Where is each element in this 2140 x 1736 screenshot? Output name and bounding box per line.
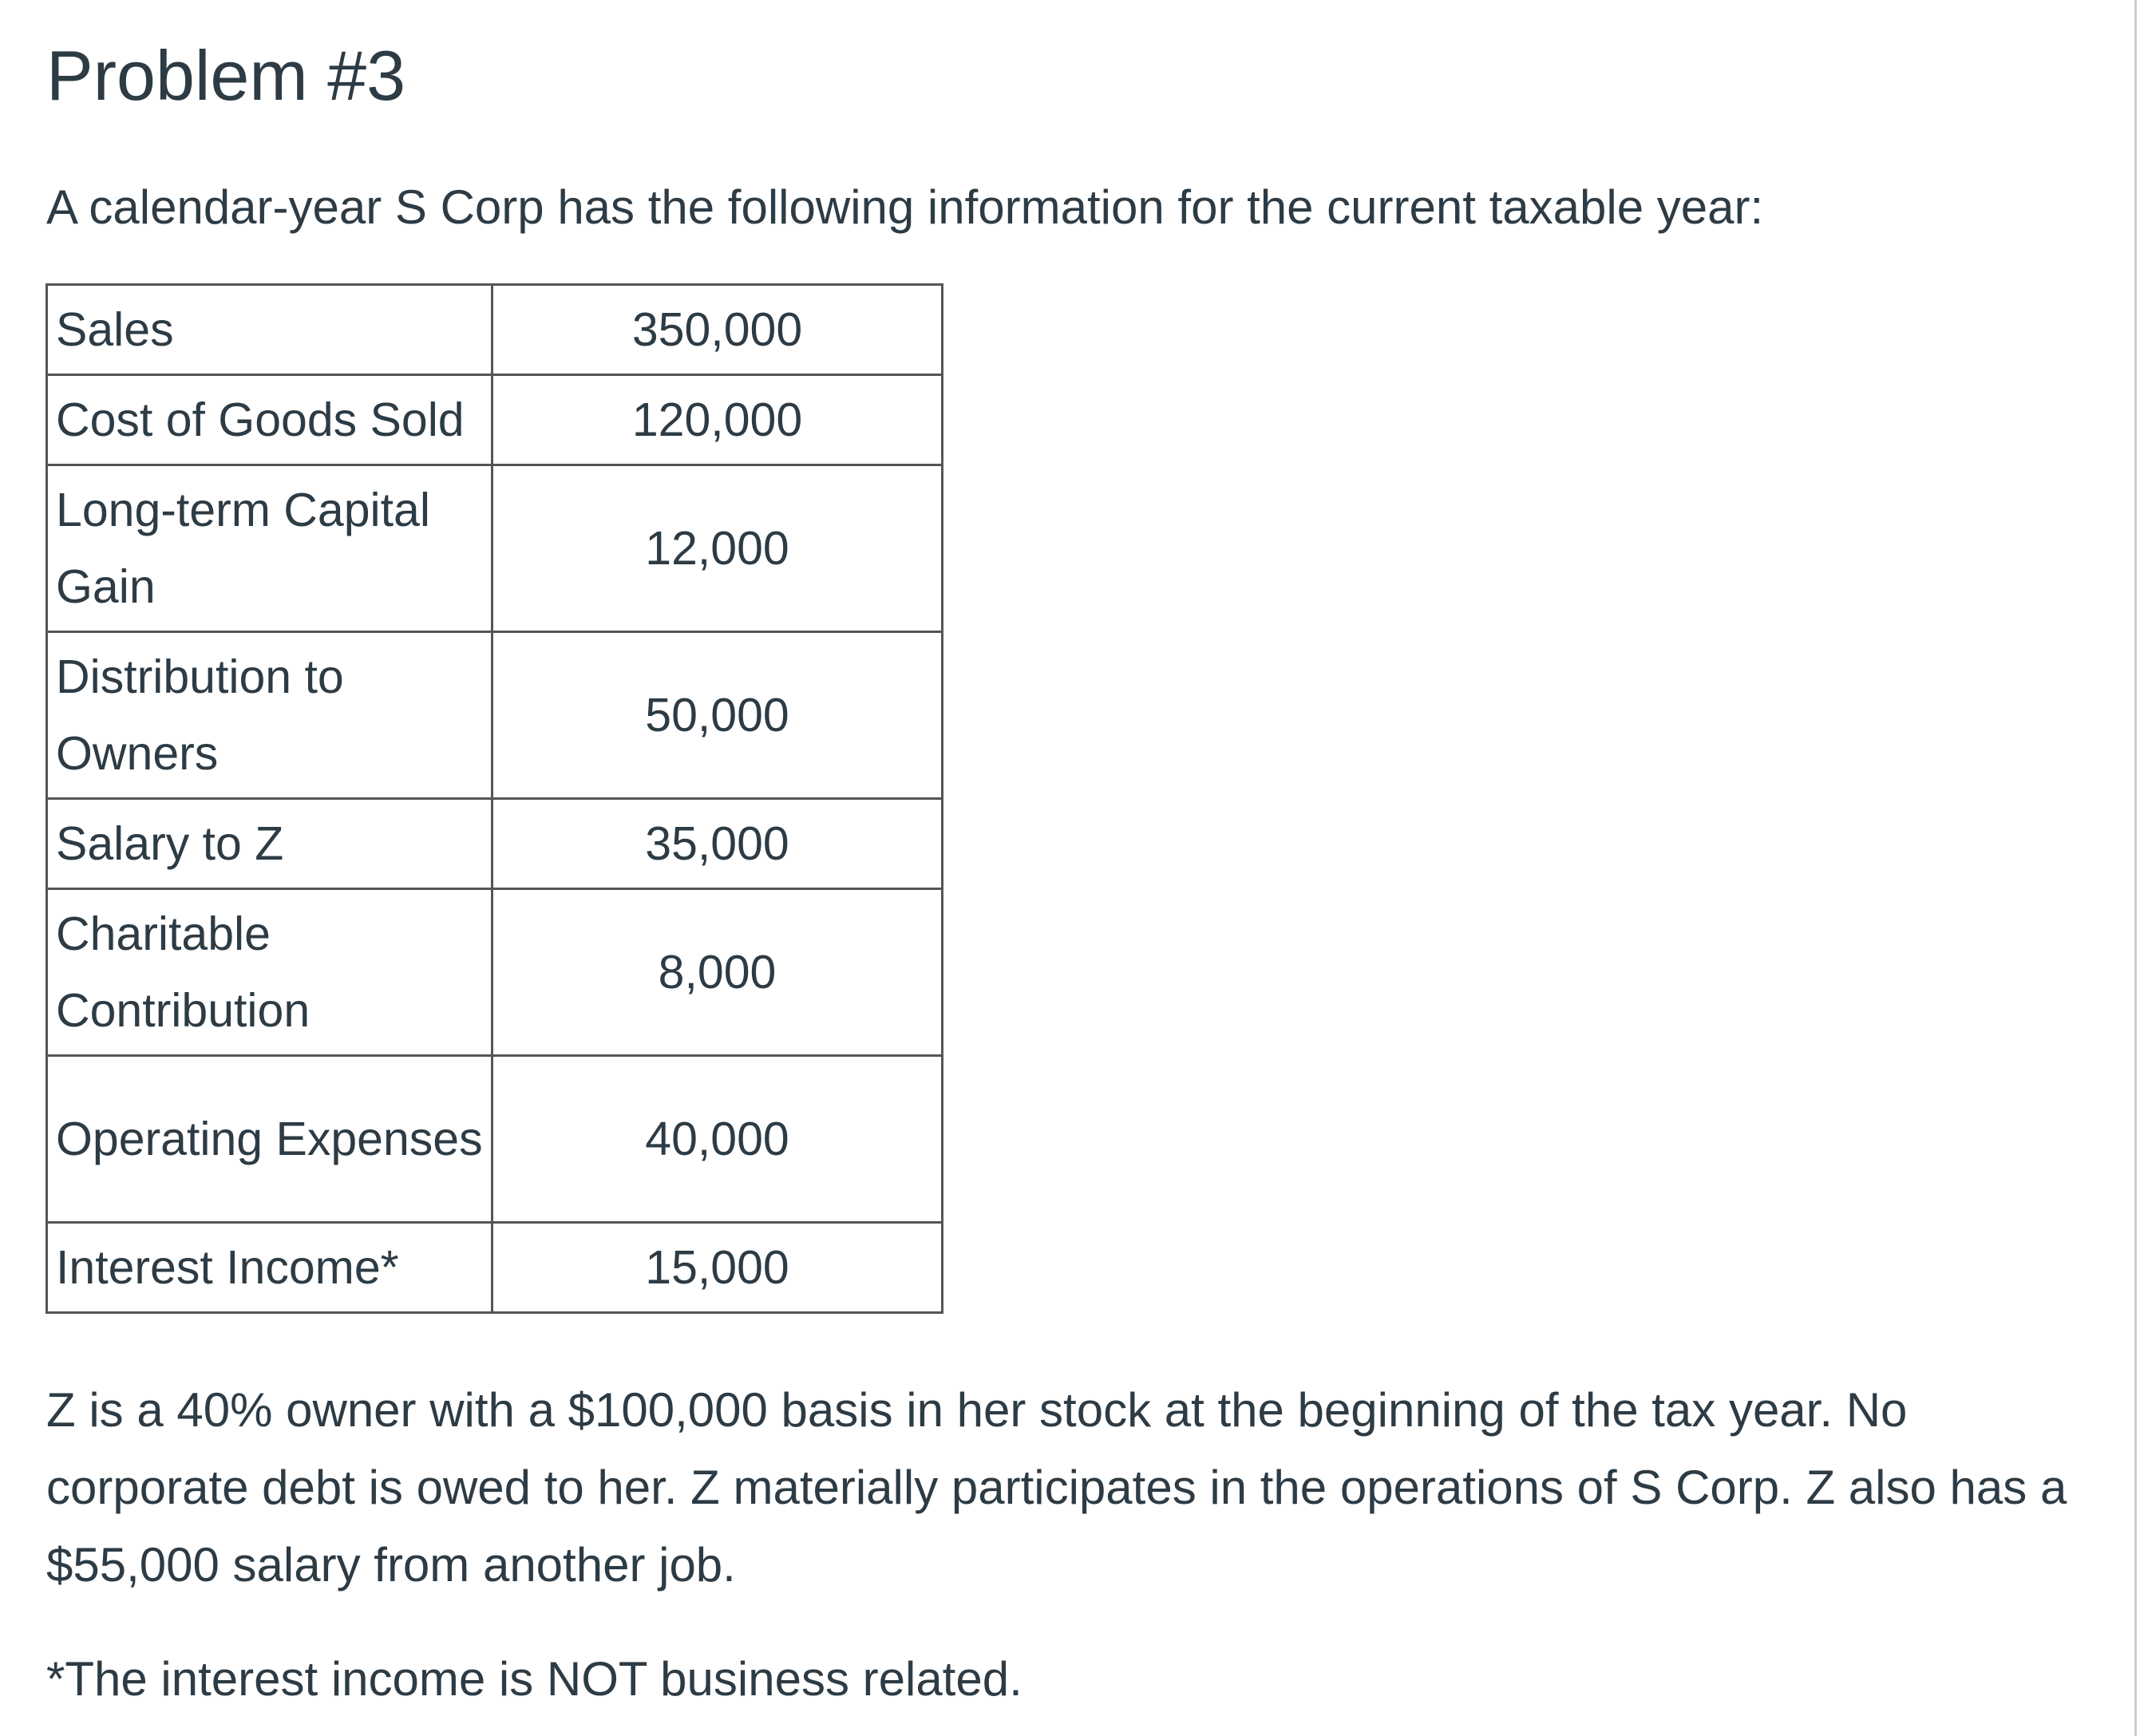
row-label: Cost of Goods Sold	[47, 375, 492, 465]
row-value: 15,000	[492, 1223, 943, 1313]
row-label: Operating Expenses	[47, 1056, 492, 1223]
row-label: Salary to Z	[47, 799, 492, 889]
row-label: Charitable Contribution	[47, 889, 492, 1056]
table-row-operating	[47, 1056, 943, 1223]
table-row-distribution	[47, 632, 943, 799]
row-value: 8,000	[492, 889, 943, 1056]
row-value: 350,000	[492, 285, 943, 375]
table-row-ltcg	[47, 465, 943, 632]
financial-data-table	[45, 283, 943, 1314]
table-row-cogs	[47, 375, 943, 465]
intro-text: A calendar-year S Corp has the following information for the current taxable year:	[46, 180, 1764, 234]
row-value: 35,000	[492, 799, 943, 889]
table-row-sales	[47, 285, 943, 375]
row-value: 40,000	[492, 1056, 943, 1223]
row-label: Interest Income*	[47, 1223, 492, 1313]
table-row-charitable	[47, 889, 943, 1056]
page-title: Problem #3	[46, 36, 406, 115]
row-label: Sales	[47, 285, 492, 375]
owner-details-paragraph: Z is a 40% owner with a $100,000 basis in her stock at the beginning of the tax year. No corporate debt is owed to her. Z materially participates in the operations of S Corp. Z also has a $55,000 salary from another job.	[46, 1383, 2067, 1592]
footnote: *The interest income is NOT business related.	[46, 1652, 1023, 1706]
row-label: Long-term Capital Gain	[47, 465, 492, 632]
page-right-border	[2134, 0, 2137, 1736]
row-value: 120,000	[492, 375, 943, 465]
table-row-salary	[47, 799, 943, 889]
row-value: 50,000	[492, 632, 943, 799]
table-row-interest	[47, 1223, 943, 1313]
row-label: Distribution to Owners	[47, 632, 492, 799]
row-value: 12,000	[492, 465, 943, 632]
